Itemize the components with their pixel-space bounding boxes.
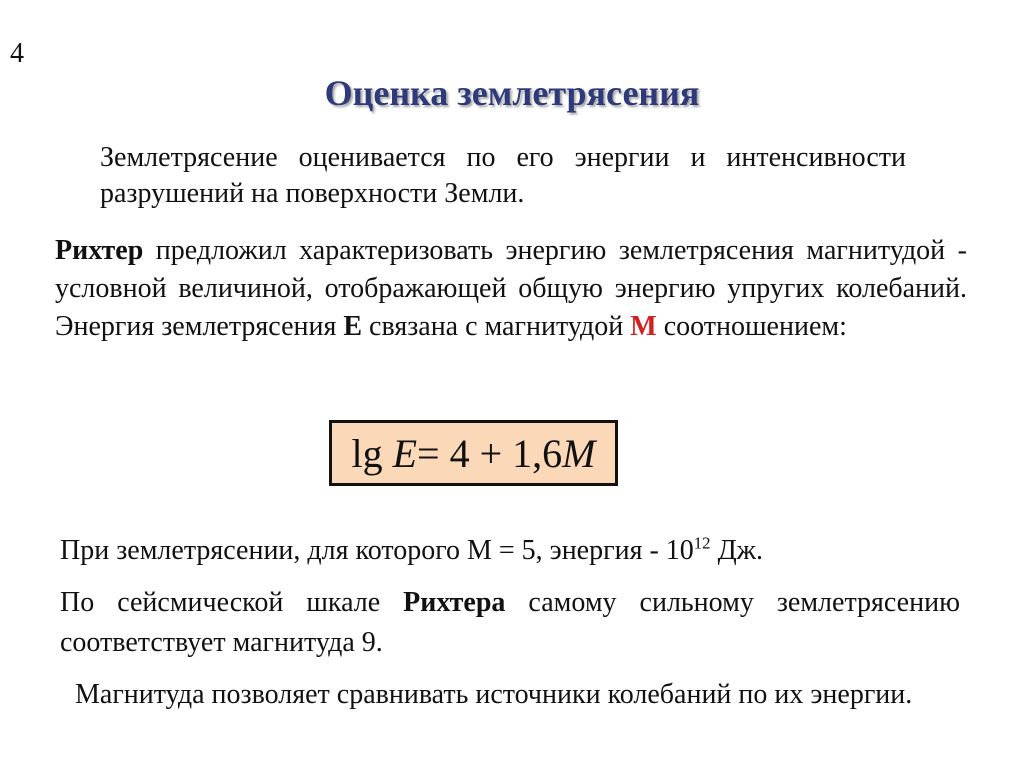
- formula-var-e: E: [392, 430, 418, 476]
- example-exponent: 12: [693, 533, 711, 553]
- richter-scale-name: Рихтера: [403, 587, 506, 618]
- slide-title: Оценка землетрясения: [324, 73, 700, 113]
- richter-text-a: предложил характеризовать энергию землетрясения магнитудой - условной величиной, отображающей общую энергию упругих колебаний. Энергия землетрясения: [55, 235, 967, 342]
- richter-name: Рихтер: [55, 235, 144, 266]
- example-text-b: Дж.: [710, 535, 764, 566]
- paragraph-conclusion: Магнитуда позволяет сравнивать источники колебаний по их энергии.: [75, 679, 913, 710]
- richter-text-b: связана с магнитудой: [362, 311, 631, 342]
- magnitude-symbol: М: [630, 311, 657, 342]
- paragraph-example: [60, 533, 960, 569]
- scale-text-a: По сейсмической шкале: [60, 587, 404, 618]
- richter-text-c: соотношением:: [656, 311, 847, 342]
- example-text-a: При землетрясении, для которого М = 5, энергия - 10: [60, 535, 694, 566]
- energy-symbol: Е: [343, 311, 363, 342]
- slide-number: 4: [10, 38, 24, 69]
- scale-text-b: самому сильному землетрясению соответствует магнитуда 9.: [60, 587, 960, 658]
- paragraph-scale: [60, 583, 960, 663]
- formula-box: [329, 420, 618, 486]
- paragraph-richter: [55, 232, 967, 346]
- formula-var-m: M: [562, 430, 596, 476]
- formula-lg: lg: [351, 430, 383, 476]
- formula-eq: = 4 + 1,6: [417, 430, 563, 476]
- paragraph-intro: Землетрясение оценивается по его энергии и интенсивности разрушений на поверхности Земли.: [100, 142, 906, 209]
